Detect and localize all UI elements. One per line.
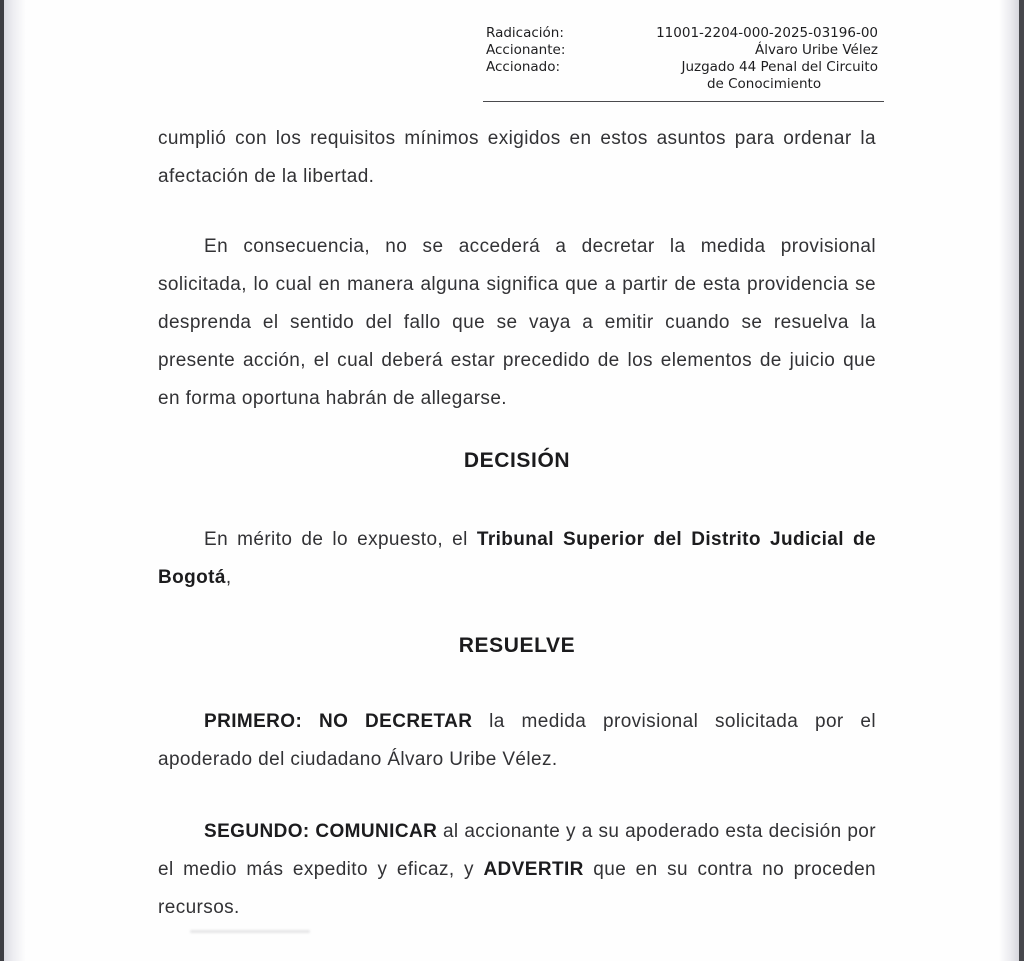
paragraph-primero: PRIMERO: NO DECRETAR la medida provisional solicitada por el apoderado del ciudadano Álvaro Uribe Vélez. [158, 711, 876, 770]
accionante-value: Álvaro Uribe Vélez [754, 42, 878, 58]
paragraph-continuation: cumplió con los requisitos mínimos exigidos en estos asuntos para ordenar la afectación de la libertad. [158, 128, 876, 187]
paragraph-segundo: SEGUNDO: COMUNICAR al accionante y a su apoderado esta decisión por el medio más expedito y eficaz, y ADVERTIR que en su contra no proceden recursos. [158, 821, 876, 918]
header-row-accionante [486, 42, 878, 59]
scan-artifact [190, 930, 310, 933]
left-edge-shadow [4, 0, 26, 961]
header-row-radicacion [486, 25, 878, 42]
accionado-value [560, 59, 878, 93]
header-row-accionado [486, 59, 878, 93]
paragraph-en-consecuencia: En consecuencia, no se accederá a decretar la medida provisional solicitada, lo cual en manera alguna significa que a partir de esta providencia se desprenda el sentido del fallo que se vaya a emitir cuando se resuelva la presente acción, el cual deberá estar precedido de los elementos de juicio que en forma oportuna habrán de allegarse. [158, 236, 876, 409]
paragraph-en-merito: En mérito de lo expuesto, el Tribunal Superior del Distrito Judicial de Bogotá, [158, 529, 876, 588]
radicacion-value: 11001-2204-000-2025-03196-00 [656, 25, 878, 41]
accionante-label: Accionante: [486, 42, 566, 58]
accionado-value-line1: Juzgado 44 Penal del Circuito [681, 59, 878, 75]
accionado-label: Accionado: [486, 59, 561, 75]
case-header-table [486, 25, 878, 93]
decision-heading: DECISIÓN [463, 449, 571, 472]
radicacion-label: Radicación: [486, 25, 564, 41]
left-screen-edge [0, 0, 4, 961]
header-divider-line [483, 101, 884, 102]
right-screen-edge [1019, 0, 1024, 961]
accionado-value-line2: de Conocimiento [706, 76, 822, 92]
right-edge-shadow [999, 0, 1019, 961]
resuelve-heading: RESUELVE [458, 634, 576, 657]
